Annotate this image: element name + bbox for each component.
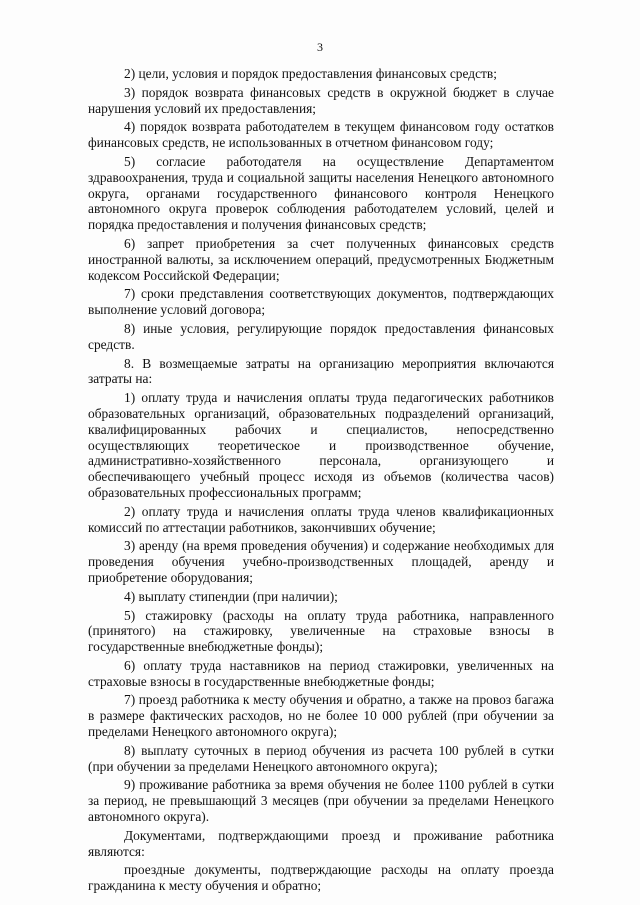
paragraph-item-7-deadlines: 7) сроки представления соответствующих документов, подтверждающих выполнение условий договора;	[88, 286, 554, 318]
page-number: 3	[317, 40, 323, 54]
paragraph-cost-2-commission: 2) оплату труда и начисления оплаты труда членов квалификационных комиссий по аттестации работников, закончивших обучение;	[88, 503, 554, 535]
paragraph-item-3-return-order: 3) порядок возврата финансовых средств в окружной бюджет в случае нарушения условий их предоставления;	[88, 84, 554, 116]
paragraph-item-5-consent: 5) согласие работодателя на осуществление Департаментом здравоохранения, труда и социальной защиты населения Ненецкого автономного округа, органами государственного финансового контроля Ненецкого автономного округа проверок соблюдения работодателем условий, целей и порядка предоставления и получения финансовых средств;	[88, 153, 554, 233]
paragraph-cost-3-rent: 3) аренду (на время проведения обучения) и содержание необходимых для проведения обучения учебно-производственных площадей, аренду и приобретение оборудования;	[88, 538, 554, 585]
paragraph-cost-1-teaching-staff: 1) оплату труда и начисления оплаты труда педагогических работников образовательных организаций, образовательных подразделений организаций, квалифицированных рабочих и специалистов, непосредственно осуществляющих теоретическое и производственное обучение, административно-хозяйственного персонала, организующего и обеспечивающего учебный процесс исходя из объемов (количества часов) образовательных профессиональных программ;	[88, 390, 554, 500]
paragraph-cost-7-travel: 7) проезд работника к месту обучения и обратно, а также на провоз багажа в размере фактических расходов, но не более 10 000 рублей (при обучении за пределами Ненецкого автономного округа);	[88, 692, 554, 740]
paragraph-section-8-costs: 8. В возмещаемые затраты на организацию мероприятия включаются затраты на:	[88, 355, 554, 387]
paragraph-item-2-goals: 2) цели, условия и порядок предоставления финансовых средств;	[124, 66, 497, 81]
paragraph-item-8-other-conditions: 8) иные условия, регулирующие порядок предоставления финансовых средств.	[88, 320, 554, 352]
paragraph-item-4-remainder-return: 4) порядок возврата работодателем в текущем финансовом году остатков финансовых средств, не использованных в отчетном финансовом году;	[88, 119, 554, 151]
paragraph-item-6-currency-ban: 6) запрет приобретения за счет полученных финансовых средств иностранной валюты, за исключением операций, предусмотренных Бюджетным кодексом Российской Федерации;	[88, 235, 554, 283]
paragraph-cost-4-stipend: 4) выплату стипендии (при наличии);	[124, 588, 338, 604]
paragraph-cost-5-internship: 5) стажировку (расходы на оплату труда работника, направленного (принятого) на стажировку, увеличенные на страховые взносы в государственные внебюджетные фонды);	[88, 607, 554, 655]
paragraph-cost-6-mentors: 6) оплату труда наставников на период стажировки, увеличенных на страховые взносы в государственные внебюджетные фонды;	[88, 657, 554, 689]
paragraph-cost-9-accommodation: 9) проживание работника за время обучения не более 1100 рублей в сутки за период, не превышающий 3 месяцев (при обучении за пределами Ненецкого автономного округа).	[88, 777, 554, 825]
paragraph-cost-8-per-diem: 8) выплату суточных в период обучения из расчета 100 рублей в сутки (при обучении за пределами Ненецкого автономного округа);	[88, 742, 554, 774]
document-body	[88, 66, 554, 897]
paragraph-travel-documents: проездные документы, подтверждающие расходы на оплату проезда гражданина к месту обучения и обратно;	[88, 862, 554, 894]
paragraph-supporting-documents: Документами, подтверждающими проезд и проживание работника являются:	[88, 827, 554, 859]
